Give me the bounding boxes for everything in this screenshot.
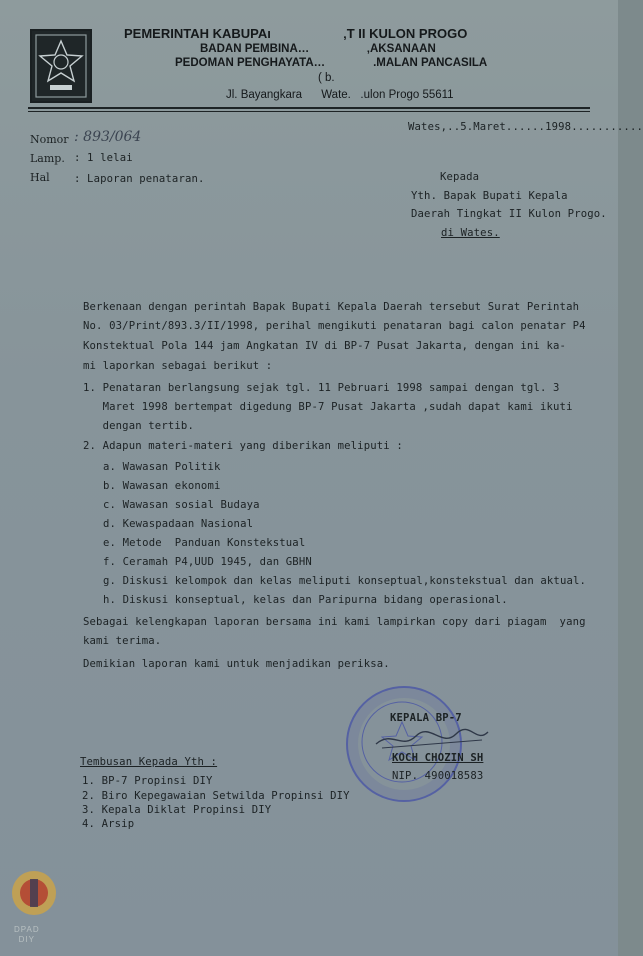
- cc-item-4: 4. Arsip: [82, 818, 135, 830]
- subitem-g: g. Diskusi kelompok dan kelas meliputi konseptual,konstekstual dan aktual.: [103, 575, 587, 587]
- nomor-label: Nomor: [30, 133, 69, 146]
- item-1-line-2: Maret 1998 bertempat digedung BP-7 Pusat Jakarta ,sudah dapat kami ikuti: [83, 401, 573, 413]
- watermark-text: DPAD DIY: [14, 925, 40, 944]
- cc-item-3: 3. Kepala Diklat Propinsi DIY: [82, 804, 272, 816]
- letterhead-line-1: PEMERINTAH KABUPAı ‚T II KULON PROGO: [124, 26, 468, 41]
- recipient-line-2: Yth. Bapak Bupati Kepala: [411, 190, 568, 202]
- paragraph-line-2: No. 03/Print/893.3/II/1998, perihal mengikuti penataran bagi calon penatar P4: [83, 320, 586, 332]
- letterhead-address: Jl. Bayangkara Wate. .ulon Progo 55611: [226, 89, 454, 101]
- subitem-f: f. Ceramah P4,UUD 1945, dan GBHN: [103, 556, 312, 568]
- government-emblem-logo: [30, 29, 92, 103]
- closing-line-3: Demikian laporan kami untuk menjadikan periksa.: [83, 658, 390, 670]
- signatory-nip: NIP. 490018583: [392, 770, 484, 782]
- subitem-e: e. Metode Panduan Konstekstual: [103, 537, 306, 549]
- subitem-h: h. Diskusi konseptual, kelas dan Paripurna bidang operasional.: [103, 594, 508, 606]
- paragraph-line-1: Berkenaan dengan perintah Bapak Bupati Kepala Daerah tersebut Surat Perintah: [83, 301, 580, 313]
- letterhead-line-3: PEDOMAN PENGHAYATA… .MALAN PANCASILA: [175, 57, 488, 69]
- recipient-line-4: di Wates.: [441, 227, 500, 239]
- recipient-line-3: Daerah Tingkat II Kulon Progo.: [411, 208, 607, 220]
- subitem-b: b. Wawasan ekonomi: [103, 480, 221, 492]
- signature-title: KEPALA BP-7: [390, 712, 462, 724]
- lamp-label: Lamp.: [30, 152, 65, 165]
- paragraph-line-3: Konstektual Pola 144 jam Angkatan IV di BP-7 Pusat Jakarta, dengan ini ka-: [83, 340, 567, 352]
- handwritten-signature: [372, 726, 492, 754]
- lamp-value: : 1 lelai: [74, 152, 133, 164]
- cc-item-1: 1. BP-7 Propinsi DIY: [82, 775, 213, 787]
- paragraph-line-4: mi laporkan sebagai berikut :: [83, 360, 273, 372]
- cc-item-2: 2. Biro Kepegawaian Setwilda Propinsi DIY: [82, 790, 350, 802]
- subitem-c: c. Wawasan sosial Budaya: [103, 499, 260, 511]
- cc-title: Tembusan Kepada Yth :: [80, 756, 218, 768]
- subitem-a: a. Wawasan Politik: [103, 461, 221, 473]
- letterhead-rule-thin: [28, 111, 590, 112]
- place-date: Wates,..5.Maret......1998...........: [408, 121, 643, 133]
- closing-line-2: kami terima.: [83, 635, 162, 647]
- hal-value: : Laporan penataran.: [74, 173, 205, 185]
- archive-watermark-logo: [8, 865, 60, 921]
- recipient-line-1: Kepada: [440, 171, 480, 183]
- closing-line-1: Sebagai kelengkapan laporan bersama ini kami lampirkan copy dari piagam yang: [83, 616, 586, 628]
- subitem-d: d. Kewaspadaan Nasional: [103, 518, 254, 530]
- item-1-line-3: dengan tertib.: [83, 420, 194, 432]
- letterhead-rule: [28, 107, 590, 109]
- letterhead-line-4: ( b.: [318, 72, 335, 84]
- letterhead-line-2: BADAN PEMBINA… ‚AKSANAAN: [200, 43, 436, 55]
- hal-label: Hal: [30, 171, 50, 184]
- item-1-line-1: 1. Penataran berlangsung sejak tgl. 11 Pebruari 1998 sampai dengan tgl. 3: [83, 382, 560, 394]
- signatory-name: KOCH CHOZIN SH: [392, 752, 484, 764]
- nomor-value: : 893/064: [74, 129, 142, 145]
- item-2: 2. Adapun materi-materi yang diberikan meliputi :: [83, 440, 403, 452]
